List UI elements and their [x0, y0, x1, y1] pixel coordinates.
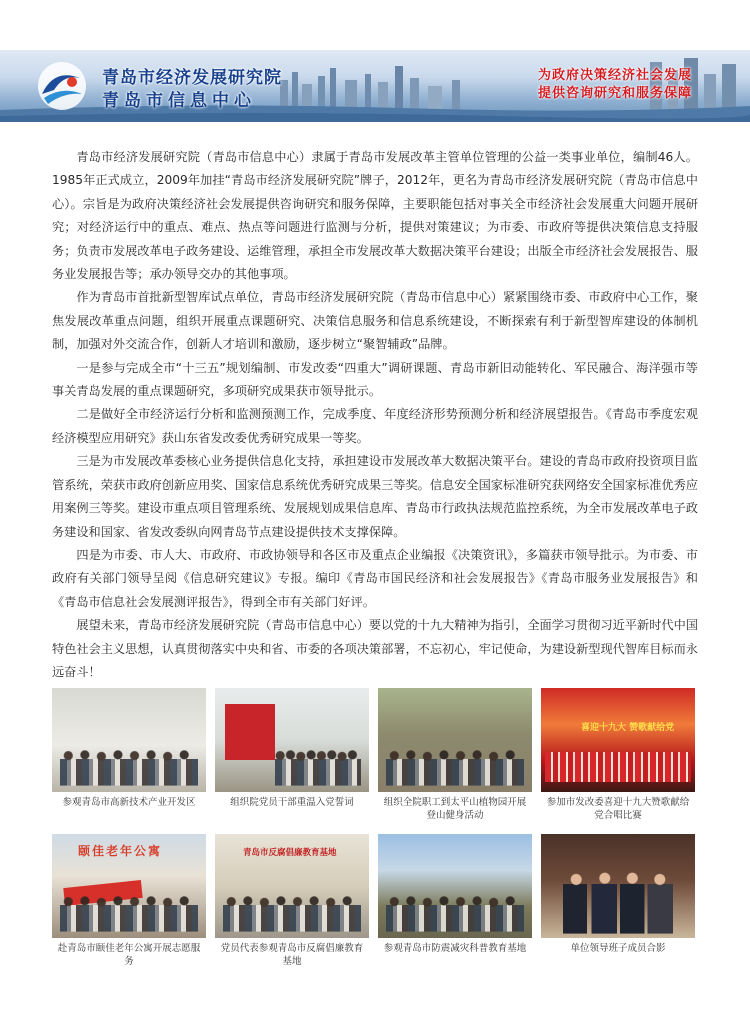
- paragraph-think-tank: 作为青岛市首批新型智库试点单位，青岛市经济发展研究院（青岛市信息中心）紧紧围绕市委、市政府中心工作，聚焦发展改革重点问题，组织开展重点课题研究、决策信息服务和信息系统建设，不断探索有利于新型智库建设的体制机制，加强对外交流合作，创新人才培训和激励，逐步树立“聚智辅政”品牌。: [52, 290, 698, 352]
- photo-card: [215, 834, 369, 980]
- group-figures: [275, 748, 361, 786]
- photo-gallery: [52, 688, 698, 980]
- photo-card: [378, 834, 532, 980]
- paragraph-intro: 青岛市经济发展研究院（青岛市信息中心）隶属于青岛市发展改革主管单位管理的公益一类事业单位，编制46人。1985年正式成立，2009年加挂“青岛市经济发展研究院”牌子，2012年，更名为青岛市经济发展研究院（青岛市信息中心）。宗旨是为政府决策经济社会发展提供咨询研究和服务保障，主要职能包括对事关全市经济社会发展重大问题开展研究；对经济运行中的重点、难点、热点等问题进行监测与分析，提供对策建议；为市委、市政府等提供决策信息支持服务；负责市发展改革电子政务建设、运维管理，承担全市发展改革大数据决策平台建设；出版全市经济社会发展报告、服务业发展报告等；承办领导交办的其他事项。: [52, 150, 698, 282]
- photo-earthquake-base: [378, 834, 532, 938]
- photo-party-oath: [215, 688, 369, 792]
- group-figures: [60, 894, 198, 932]
- header-banner: [0, 50, 750, 122]
- slogan-line-1: 为政府决策经济社会发展: [537, 68, 692, 83]
- group-figures: [223, 894, 361, 932]
- institute-title: 青岛市经济发展研究院: [102, 68, 282, 88]
- paragraph-point-4: 四是为市委、市人大、市政府、市政协领导和各区市及重点企业编报《决策资讯》，多篇获市领导批示。为市委、市政府有关部门领导呈阅《信息研究建议》专报。编印《青岛市国民经济和社会发展报告》《青岛市服务业发展报告》和《青岛市信息社会发展测评报告》，得到全市有关部门好评。: [52, 547, 698, 609]
- building-sign-text: 颐佳老年公寓: [78, 844, 163, 858]
- photo-caption: 参观青岛市高新技术产业开发区: [62, 797, 196, 808]
- photo-card: [541, 834, 695, 980]
- photo-card: [52, 688, 206, 834]
- photo-caption: 组织院党员干部重温入党誓词: [230, 797, 354, 808]
- photo-card: [541, 688, 695, 834]
- photo-card: [215, 688, 369, 834]
- leader-figures: [563, 872, 673, 934]
- photo-volunteer-service: [52, 834, 206, 938]
- photo-hiking-activity: [378, 688, 532, 792]
- slogan-line-2: 提供咨询研究和服务保障: [537, 86, 692, 101]
- group-figures: [386, 748, 524, 786]
- photo-caption: 参加市发改委喜迎十九大赞歌献给党合唱比赛: [546, 797, 690, 821]
- group-figures: [386, 894, 524, 932]
- photo-caption: 参观青岛市防震减灾科普教育基地: [383, 943, 527, 954]
- group-figures: [60, 748, 198, 786]
- party-flag-graphic: [225, 704, 275, 760]
- photo-leadership-group: [541, 834, 695, 938]
- paragraph-point-3: 三是为市发展改革委核心业务提供信息化支持，承担建设市发展改革大数据决策平台。建设的青岛市政府投资项目监管系统，荣获市政府创新应用奖、国家信息系统优秀研究成果三等奖。信息安全国家标准研究获网络安全国家标准优秀应用案例三等奖。建设市重点项目管理系统、发展规划成果信息库、青岛市行政执法规范监控系统，为全市发展改革电子政务建设和国家、省发改委纵向网青岛节点建设提供技术支撑保障。: [52, 454, 698, 539]
- photo-card: [378, 688, 532, 834]
- photo-caption: 组织全院职工到太平山植物园开展登山健身活动: [383, 797, 527, 821]
- photo-hightech-visit: [52, 688, 206, 792]
- paragraph-point-1: 一是参与完成全市“十三五”规划编制、市发改委“四重大”调研课题、青岛市新旧动能转化、军民融合、海洋强市等事关青岛发展的重点课题研究，多项研究成果获市领导批示。: [52, 360, 698, 399]
- paragraph-outlook: 展望未来，青岛市经济发展研究院（青岛市信息中心）要以党的十九大精神为指引，全面学习贯彻习近平新时代中国特色社会主义思想，认真贯彻落实中央和省、市委的各项决策部署，不忘初心，牢记使命，为建设新型现代智库目标而永远奋斗！: [52, 618, 698, 679]
- choir-figures: [545, 752, 691, 782]
- photo-caption: 单位领导班子成员合影: [570, 943, 666, 954]
- photo-card: [52, 834, 206, 980]
- photo-choir-contest: [541, 688, 695, 792]
- base-sign-text: 青岛市反腐倡廉教育基地: [243, 848, 337, 858]
- photo-caption: 党员代表参观青岛市反腐倡廉教育基地: [220, 943, 364, 967]
- photo-anticorruption-base: [215, 834, 369, 938]
- article-body: [52, 146, 698, 684]
- photo-caption: 赴青岛市颐佳老年公寓开展志愿服务: [57, 943, 201, 967]
- stage-banner-text: 喜迎十九大 赞歌献给党: [581, 723, 675, 733]
- info-center-title: 青岛市信息中心: [102, 91, 256, 111]
- institute-logo-icon: [34, 60, 90, 112]
- paragraph-point-2: 二是做好全市经济运行分析和监测预测工作，完成季度、年度经济形势预测分析和经济展望报告。《青岛市季度宏观经济模型应用研究》获山东省发改委优秀研究成果一等奖。: [52, 407, 698, 445]
